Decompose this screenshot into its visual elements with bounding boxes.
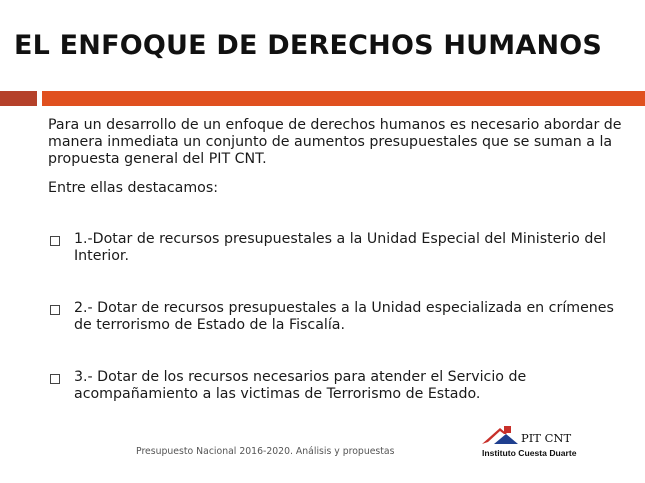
logo-institute: Instituto Cuesta Duarte xyxy=(482,448,577,458)
slide-footer: Presupuesto Nacional 2016-2020. Análisis y propuestas xyxy=(136,446,395,457)
header-bar-left xyxy=(0,91,37,106)
bullet-text: 2.- Dotar de recursos presupuestales a la Unidad especializada en crímenes de terrorismo de Estado de la Fiscalía. xyxy=(74,300,614,333)
header-bar-right xyxy=(42,91,645,106)
bullet-item-2 xyxy=(50,300,630,334)
square-bullet-icon xyxy=(50,236,60,246)
intro-subtitle: Entre ellas destacamos: xyxy=(48,180,219,196)
bullet-item-3 xyxy=(50,369,630,403)
logo-name: PIT CNT xyxy=(521,431,572,445)
square-bullet-icon xyxy=(50,305,60,315)
intro-paragraph: Para un desarrollo de un enfoque de derechos humanos es necesario abordar de manera inmediata un conjunto de aumentos presupuestales que se suman a la propuesta general del PIT CNT. xyxy=(48,117,622,167)
slide-title: EL ENFOQUE DE DERECHOS HUMANOS xyxy=(14,30,603,61)
pit-cnt-logo xyxy=(477,422,587,462)
square-bullet-icon xyxy=(50,374,60,384)
bullet-item-1 xyxy=(50,231,630,265)
bullet-text: 3.- Dotar de los recursos necesarios para atender el Servicio de acompañamiento a las victimas de Terrorismo de Estado. xyxy=(74,369,527,402)
bullet-text: 1.-Dotar de recursos presupuestales a la Unidad Especial del Ministerio del Interior. xyxy=(74,231,607,264)
